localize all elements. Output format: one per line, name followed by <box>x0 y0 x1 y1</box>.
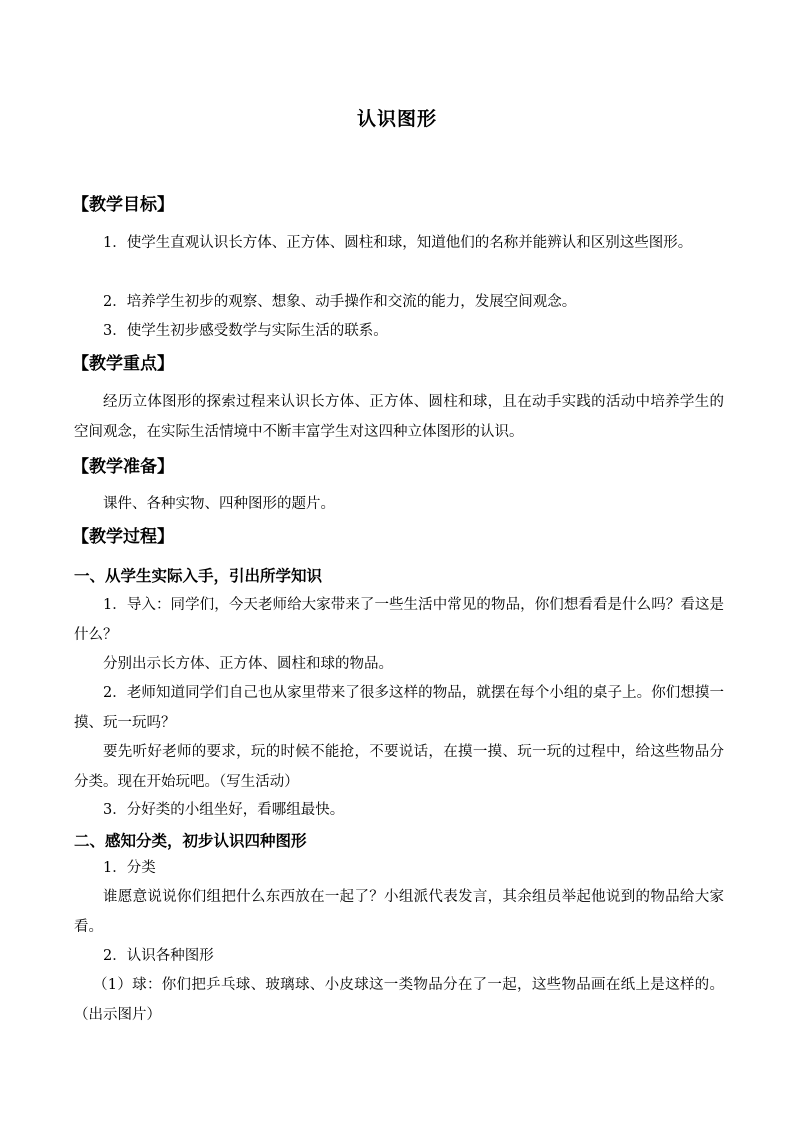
process-part-1-step-1: 1．导入：同学们，今天老师给大家带来了一些生活中常见的物品，你们想看看是什么吗？看这是什么？ <box>74 597 724 643</box>
process-part-1-step-3: 3．分好类的小组坐好，看哪组最快。 <box>103 802 345 818</box>
prep-text: 课件、各种实物、四种图形的题片。 <box>103 496 335 512</box>
process-part-1-instructions: 要先听好老师的要求，玩的时候不能抢，不要说话，在摸一摸、玩一玩的过程中，给这些物品分分类。现在开始玩吧。（写生活动） <box>74 744 724 790</box>
process-part-2-ball: （1）球：你们把乒乓球、玻璃球、小皮球这一类物品分在了一起，这些物品画在纸上是这样的。（出示图片） <box>74 977 724 1023</box>
section-heading-goals: 【教学目标】 <box>72 195 174 215</box>
process-part-2-step-1: 1．分类 <box>103 860 156 876</box>
process-part-1-step-2: 2．老师知道同学们自己也从家里带来了很多这样的物品，就摆在每个小组的桌子上。你们想摸一摸、玩一玩吗？ <box>74 685 724 731</box>
process-part-2-discussion: 谁愿意说说你们组把什么东西放在一起了？小组派代表发言，其余组员举起他说到的物品给大家看。 <box>74 889 724 935</box>
process-part-1-heading: 一、从学生实际入手，引出所学知识 <box>74 566 323 585</box>
process-part-1-show-items: 分别出示长方体、正方体、圆柱和球的物品。 <box>103 656 393 672</box>
process-part-2-step-2: 2．认识各种图形 <box>103 948 214 964</box>
process-part-2-heading: 二、感知分类，初步认识四种图形 <box>74 831 307 850</box>
goal-item-2: 2．培养学生初步的观察、想象、动手操作和交流的能力，发展空间观念。 <box>103 294 577 310</box>
section-heading-key: 【教学重点】 <box>72 354 174 374</box>
key-points-text: 经历立体图形的探索过程来认识长方体、正方体、圆柱和球，且在动手实践的活动中培养学生的空间观念，在实际生活情境中不断丰富学生对这四种立体图形的认识。 <box>74 394 724 440</box>
goal-item-3: 3．使学生初步感受数学与实际生活的联系。 <box>103 323 388 339</box>
section-heading-prep: 【教学准备】 <box>72 457 174 477</box>
section-heading-process: 【教学过程】 <box>72 527 174 547</box>
goal-item-1: 1．使学生直观认识长方体、正方体、圆柱和球，知道他们的名称并能辨认和区别这些图形。 <box>103 235 693 251</box>
document-title: 认识图形 <box>356 108 437 130</box>
